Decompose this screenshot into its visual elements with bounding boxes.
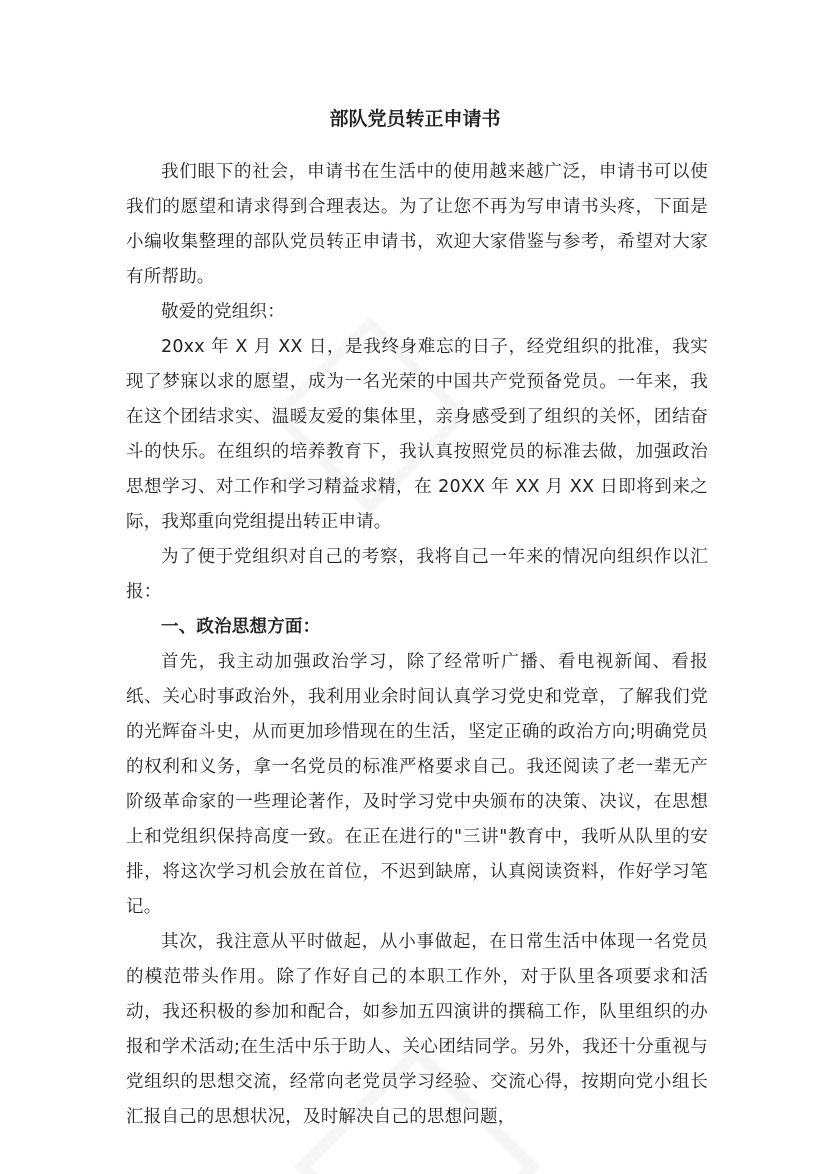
body-paragraph: 其次，我注意从平时做起，从小事做起，在日常生活中体现一名党员的模范带头作用。除了作好自己的本职工作外，对于队里各项要求和活动，我还积极的参加和配合，如参加五四演讲的撰稿工作，队里组织的办报和学术活动;在生活中乐于助人、关心团结同学。另外，我还十分重视与党组织的思想交流，经常向老党员学习经验、交流心得，按期向党小组长汇报自己的思想状况，及时解决自己的思想问题， xyxy=(126,932,708,1127)
section-heading: 一、政治思想方面： xyxy=(161,617,321,637)
intro-paragraph: 我们眼下的社会，申请书在生活中的使用越来越广泛，申请书可以使我们的愿望和请求得到合理表达。为了让您不再为写申请书头疼，下面是小编收集整理的部队党员转正申请书，欢迎大家借鉴与参考，希望对大家有所帮助。 xyxy=(126,162,708,287)
body-paragraph: 20xx 年 X 月 XX 日，是我终身难忘的日子，经党组织的批准，我实现了梦寐以求的愿望，成为一名光荣的中国共产党预备党员。一年来，我在这个团结求实、温暖友爱的集体里，亲身感受到了组织的关怀，团结奋斗的快乐。在组织的培养教育下，我认真按照党员的标准去做，加强政治思想学习、对工作和学习精益求精，在 20XX 年 XX 月 XX 日即将到来之际，我郑重向党组提出转正申请。 xyxy=(126,337,708,532)
document-title: 部队党员转正申请书 xyxy=(329,108,501,130)
body-paragraph: 首先，我主动加强政治学习，除了经常听广播、看电视新闻、看报纸、关心时事政治外，我利用业余时间认真学习党史和党章，了解我们党的光辉奋斗史，从而更加珍惜现在的生活，坚定正确的政治方向;明确党员的权利和义务，拿一名党员的标准严格要求自己。我还阅读了老一辈无产阶级革命家的一些理论著作，及时学习党中央颁布的决策、决议，在思想上和党组织保持高度一致。在正在进行的"三讲"教育中，我听从队里的安排，将这次学习机会放在首位，不迟到缺席，认真阅读资料，作好学习笔记。 xyxy=(126,652,708,917)
document-body xyxy=(126,155,708,1135)
body-paragraph: 为了便于党组织对自己的考察，我将自己一年来的情况向组织作以汇报： xyxy=(126,547,708,602)
salutation: 敬爱的党组织： xyxy=(161,302,285,322)
